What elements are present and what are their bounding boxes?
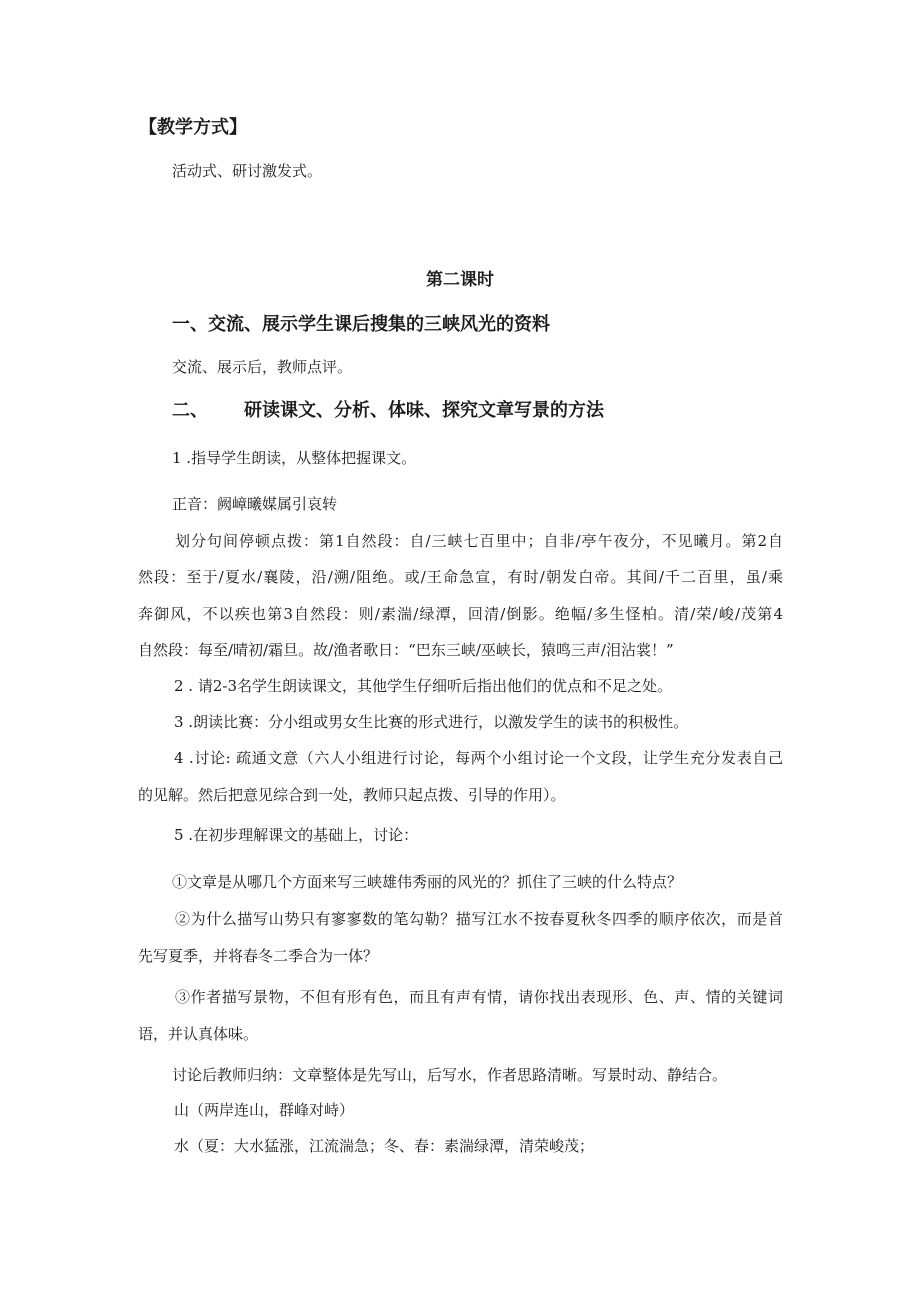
question-2-line-2: 先写夏季，并将春冬二季合为一体？ [138,947,379,965]
question-3-line-1: ③作者描写景物，不但有形有色，而且有声有情，请你找出表现形、色、声、情的关键词 [175,988,783,1006]
mountain-text: 山（两岸连山，群峰对峙） [174,1101,355,1119]
question-3-line-2: 语，并认真体味。 [138,1025,259,1043]
step4-line-1: 4 .讨论: 疏通文意（六人小组进行讨论，每两个小组讨论一个文段，让学生充分发表自己 [174,749,783,767]
question-1: ①文章是从哪几个方面来写三峡雄伟秀丽的风光的？抓住了三峡的什么特点？ [172,873,683,891]
step1-text: 1 .指导学生朗读，从整体把握课文。 [172,449,417,467]
step4-line-2: 的见解。然后把意见综合到一处，教师只起点拨、引导的作用）。 [138,786,566,804]
water-text: 水（夏：大水猛涨，江流湍急；冬、春：素湍绿潭，清荣峻茂； [174,1137,595,1155]
section2-number: 二、 [172,400,208,421]
pause-line-4: 自然段：每至/晴初/霜旦。故/渔者歌日：“巴东三峡/巫峡长，猿鸣三声/泪沾裳！” [138,641,674,659]
teaching-method-text: 活动式、研讨激发式。 [172,162,323,180]
step2-text: 2 . 请2-3名学生朗读课文，其他学生仔细听后指出他们的优点和不足之处。 [174,677,673,695]
section1-heading: 一、交流、展示学生课后搜集的三峡风光的资料 [172,314,550,335]
step5-text: 5 .在初步理解课文的基础上，讨论： [174,826,419,844]
pause-line-3: 奔御风，不以疾也第3自然段：则/素湍/绿潭，回清/倒影。绝幅/多生怪柏。清/荣/峻/茂第4 [138,605,783,623]
section1-text: 交流、展示后，教师点评。 [172,358,353,376]
summary-text: 讨论后教师归纳：文章整体是先写山，后写水，作者思路清晰。写景时动、静结合。 [172,1066,728,1084]
lesson-title: 第二课时 [426,270,494,290]
section2-title: 研读课文、分析、体味、探究文章写景的方法 [244,400,604,421]
pronunciation-text: 正音：阙嶂曦媒属引哀转 [172,495,338,513]
pause-line-2: 然段：至于/夏水/襄陵，沿/溯/阻绝。或/王命急宣，有时/朝发白帝。其间/千二百里，虽/乘 [138,568,783,586]
question-2-line-1: ②为什么描写山势只有寥寥数的笔勾勒？描写江水不按春夏秋冬四季的顺序依次，而是首 [175,910,783,928]
teaching-method-heading: 【教学方式】 [139,117,247,138]
step3-text: 3 .朗读比赛：分小组或男女生比赛的形式进行，以激发学生的读书的积极性。 [174,713,689,731]
pause-line-1: 划分句间停顿点拨：第1自然段：自/三峡七百里中；自非/亭午夜分，不见曦月。第2自 [175,532,783,550]
section2-heading [172,401,604,421]
